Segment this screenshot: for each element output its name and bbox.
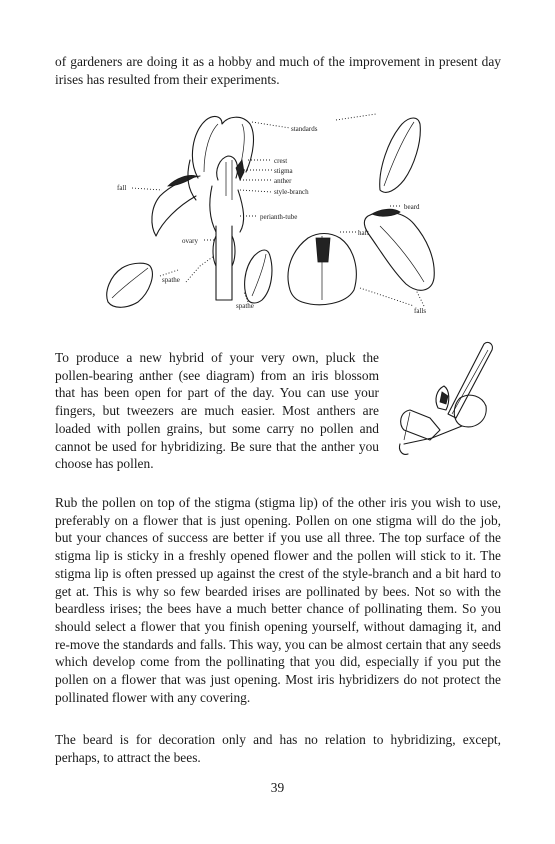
label-standards: standards [291, 125, 318, 133]
page-number: 39 [270, 780, 285, 795]
label-falls: falls [414, 307, 427, 315]
label-spathe-left: spathe [162, 276, 180, 284]
label-ovary: ovary [182, 237, 198, 245]
label-haft: haft [358, 229, 369, 237]
paragraph-beard: The beard is for decoration only and has no relation to hybridizing, except, perhaps, to attract the bees. [55, 732, 501, 765]
label-spathe-bottom: spathe [236, 302, 254, 310]
label-crest: crest [274, 157, 288, 165]
tweezers-drawing [399, 342, 492, 454]
paragraph-anther: To produce a new hybrid of your very own, pluck the pollen-bearing anther (see diagram) from an iris blossom that has been open for part of the day. You can use your fingers, but tweezers are much easier. Most anthers are loaded with pollen grains, but some carry no pollen and cannot be used for hybridizing. Be sure that the anther you choose has pollen. [55, 350, 379, 472]
label-style-branch: style-branch [274, 188, 309, 196]
paragraph-intro: of gardeners are doing it as a hobby and much of the improvement in present day irises has resulted from their experiments. [55, 54, 501, 87]
label-fall: fall [117, 184, 127, 192]
label-perianth-tube: perianth-tube [260, 213, 298, 221]
label-beard: beard [404, 203, 420, 211]
label-anther: anther [274, 177, 292, 185]
label-stigma: stigma [274, 167, 293, 175]
paragraph-stigma: Rub the pollen on top of the stigma (stigma lip) of the other iris you wish to use, preferably on a flower that is just opening. Pollen on one stigma will do the job, but your chances of success are better if you use all three. The top surface of the stigma lip is sticky in a freshly opened flower and the pollen will stick to it. The stigma lip is often pressed up against the crest of the style-branch and a bit hard to get at. This is why so few bearded irises are pollinated by bees. Not so with the beardless irises; the bees have a much better chance of pollinating them. So you should select a flower that you finish opening yourself, without damaging it, and re-move the standards and falls. This way, you can be almost certain that any seeds which develop come from the pollinating that you did, especially if you put the pollen on a flower that was just opening. Most iris hybridizers do not protect the pollinated flower with any covering. [55, 495, 501, 705]
